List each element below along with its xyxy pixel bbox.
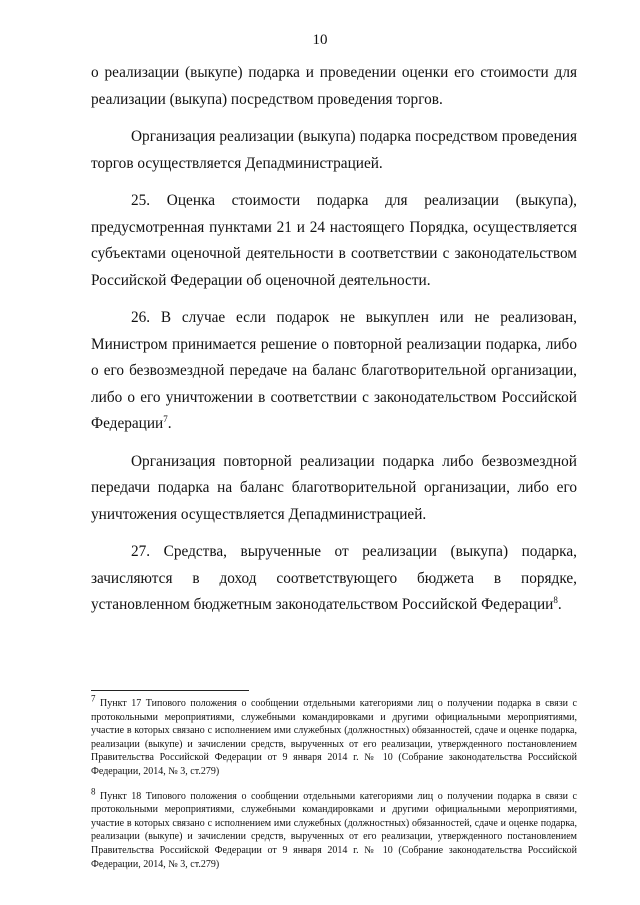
footnote-mark: 7 [91, 693, 96, 704]
paragraph-27: 27. Средства, вырученные от реализации (выкупа) подарка, зачисляются в доход соответствующего бюджета в порядке, установленном бюджетным законодательством Российской Федерации$^8$. [91, 543, 577, 613]
paragraph-continuation: о реализации (выкупе) подарка и проведении оценки его стоимости для реализации (выкупа) посредством проведения торгов. [91, 64, 577, 108]
paragraph-sale-organization: Организация реализации (выкупа) подарка посредством проведения торгов осуществляется Депадминистрацией. [91, 128, 577, 172]
paragraph-25: 25. Оценка стоимости подарка для реализации (выкупа), предусмотренная пунктами 21 и 24 настоящего Порядка, осуществляется субъектами оценочной деятельности в соответствии с законодательством Российской Федерации об оценочной деятельности. [91, 192, 577, 289]
document-body [91, 60, 577, 630]
footnote-separator [91, 690, 249, 691]
footnotes [91, 693, 577, 882]
footnote-8: $^8$ Пункт 18 Типового положения о сообщении отдельными категориями лиц о получении подарка в связи с протокольными мероприятиями, служебными командировками и другими официальными мероприятиями, участие в которых связано с исполнением ими служебных (должностных) обязанностей, сдаче и оценке подарка, реализации (выкупе) и зачислении средств, вырученных от его реализации, утвержденного постановлением Правительства Российской Федерации от 9 января 2014 г. № 10 (Собрание законодательства Российской Федерации, 2014, № 3, ст.279) [91, 786, 577, 870]
paragraph-26: 26. В случае если подарок не выкуплен или не реализован, Министром принимается решение о повторной реализации подарка, либо о его безвозмездной передаче на баланс благотворительной организации, либо о его уничтожении в соответствии с законодательством Российской Федерации$^7$. [91, 309, 577, 432]
footnote-ref-7[interactable]: 7 [163, 413, 168, 424]
footnote-7: $^7$ Пункт 17 Типового положения о сообщении отдельными категориями лиц о получении подарка в связи с протокольными мероприятиями, служебными командировками и другими официальными мероприятиями, участие в которых связано с исполнением ими служебных (должностных) обязанностей, сдаче и оценке подарка, реализации (выкупе) и зачислении средств, вырученных от его реализации, утвержденного постановлением Правительства Российской Федерации от 9 января 2014 г. № 10 (Собрание законодательства Российской Федерации, 2014, № 3, ст.279) [91, 693, 577, 777]
footnote-ref-8[interactable]: 8 [553, 594, 558, 605]
footnote-mark: 8 [91, 786, 96, 797]
paragraph-resale-organization: Организация повторной реализации подарка либо безвозмездной передачи подарка на баланс благотворительной организации, либо его уничтожения осуществляется Депадминистрацией. [91, 452, 577, 523]
page-number: 10 [312, 32, 328, 48]
